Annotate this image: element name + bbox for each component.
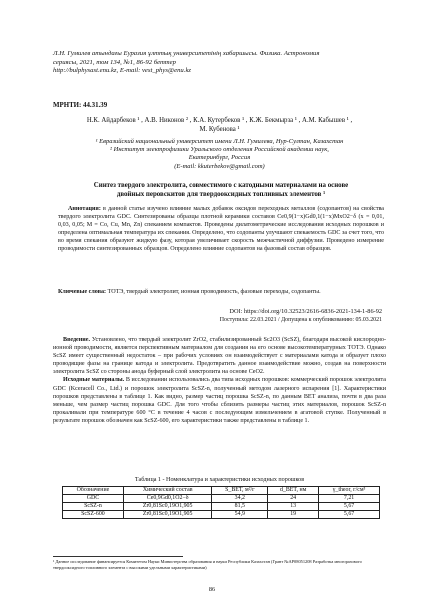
doi-block [53,308,382,325]
affiliation-2: ² Институт электрофизики Уральского отделения Российской академии наук, [110,146,329,154]
table-cell: Zr0,81Sc0,19O1,905 [123,503,212,511]
table-header-cell: γ_theor, г/см³ [319,487,380,495]
table-header-cell: Химический состав [123,487,212,495]
author-list [53,116,386,134]
article-title [58,182,384,199]
intro-text: Установлено, что твердый электролит ZrO2, стабилизированный Sc2O3 (ScSZ), благодаря высокой кислородно-ионной проводимости, является перспективным материалом для создания на его основе высокотемпературных ТОТЭ. Однако ScSZ имеет существенный недостаток – при рабочих условиях он взаимодействует с материалами катода и образует плохо проводящие фазы на границе катода и электролита. Предотвратить данное взаимодействие можно, создав на поверхности электролита ScSZ со стороны анода буферный слой электролита на основе CeO2. [53,337,386,376]
table-cell: 13 [268,503,319,511]
materials-text: В исследовании использовались два типа исходных порошков: коммерческий порошок электролита GDC (Kceracell Co., Ltd.) и порошок электролита ScSZ-n, полученный методом лазерного испарения [1]. Характеристики порошков представлены в таблице 1. Как видно, размер частиц порошка ScSZ-n, по данным ВЕТ анализа, почти в два раза меньше, чем размер частиц порошка GDC. Для того чтобы сблизить размеры частиц этих материалов, порошок ScSZ-n прокаливали при температуре 600 °C в течение 4 часов с последующим измельчением в агатовой ступке. Полученный в результате порошок обозначен как ScSZ-600, его характеристики также представлены в таблице 1. [53,377,387,424]
contact-email: (E-mail: kkuterbekov@gmail.com) [174,162,265,170]
table-header-cell: S_BET, м²/г [212,487,268,495]
table-cell: 81,5 [212,503,268,511]
table-caption: Таблица 1 - Номенклатура и характеристики исходных порошков [134,477,305,483]
table-cell: 34,2 [212,495,268,503]
table-cell: ScSZ-n [63,503,124,511]
mrnti-code: МРНТИ: 44.31.39 [53,102,108,109]
table-cell: 5,67 [319,503,380,511]
table-header-cell: Обозначение [63,487,124,495]
table-cell: 54,9 [212,511,268,519]
abstract-text: в данной статье изучено влияние малых добавок оксидов переходных металлов (содопантов) на свойства твердого электролита GDC. Синтезированы образцы плотной керамики составов Ce0,9(1−x)Gd0,1(1−x)MxO2−δ (x = 0,01, 0,03, 0,05; M = Co, Cu, Mn, Zn) спеканием компактов. Проведены дилатометрические исследования исходных порошков и определена оптимальная температура их спекания. Определено, что содопанты улучшают спекаемость GDC за счет того, что во время спекания образуют жидкую фазу, которая увеличивает скорость межчастичной диффузии. Проведено измерение проводимости синтезированных образцов. Определено влияние содопантов на фазовый состав образцов. [58,206,384,253]
received-dates: Поступила: 22.03.2021 / Допущена к опубликованию: 05.03.2021 [219,317,382,324]
table-row [63,495,380,503]
keywords-text: ТОТЭ, твердый электролит, ионная проводимость, фазовые переходы, содопанты. [106,289,321,295]
body-text [53,336,386,425]
affiliation-1: ¹ Евразийский национальный университет имени Л.Н. Гумилева, Нур-Султан, Казахстан [95,138,344,145]
title-line-2: двойных перовскитов для твердооксидных топливных элементов ¹ [116,190,326,198]
keywords-label: Ключевые слова: [58,289,107,295]
journal-header-line-2: сериясы, 2021, том 134, №1, 86-92 беттер [53,58,176,66]
table-row [63,511,380,519]
table-header-cell: d_BET, нм [268,487,319,495]
keywords [58,288,384,296]
title-line-1: Синтез твердого электролита, совместимого с катодными материалами на основе [93,182,349,189]
abstract-label: Аннотация: [68,206,101,212]
powder-table [62,486,380,519]
table-cell: 19 [268,511,319,519]
table-cell: Ce0,9Gd0,1O2−δ [123,495,212,503]
table-cell: Zr0,81Sc0,19O1,905 [123,511,212,519]
doi-link[interactable]: DOI: https://doi.org/10.32523/2616-6836-2021-134-1-86-92 [229,308,382,315]
authors-line-2: М. Кубенова ¹ [199,126,240,133]
table-cell: 24 [268,495,319,503]
abstract [58,205,384,253]
journal-header-line-3: http://bulphysast.enu.kz, E-mail: vest_phys@enu.kz [53,67,192,75]
intro-label: Введение. [63,337,91,343]
page-number: 86 [208,586,216,593]
table-row [63,503,380,511]
journal-header-line-1: Л.Н. Гумилев атындағы Еуразия ұлттық университетінің хабаршысы. Физика. Астрономия [53,50,320,57]
affiliation-2-city: Екатеринбург, Россия [188,154,251,162]
affiliations [53,138,386,171]
funding-footnote: ¹ Данное исследование финансируется Комитетом Науки Министерства образования и науки Республики Казахстан (Грант №AP08051208 Разработка многоразового твердооксидного топливного элемента с высокими удельными характеристиками) [53,559,362,570]
authors-line-1: Н.К. Айдарбеков ¹ , А.В. Никонов ² , К.А. Кутербеков ¹ , К.Ж. Бекмырза ¹ , А.М. Кабышев ¹ , [86,117,353,124]
table-cell: 5,67 [319,511,380,519]
table-cell: GDC [63,495,124,503]
footnote-divider [53,556,183,557]
table-cell: 7,21 [319,495,380,503]
table-header-row [63,487,380,495]
journal-header [53,50,386,76]
materials-label: Исходные материалы. [63,377,125,384]
table-cell: ScSZ-600 [63,511,124,519]
